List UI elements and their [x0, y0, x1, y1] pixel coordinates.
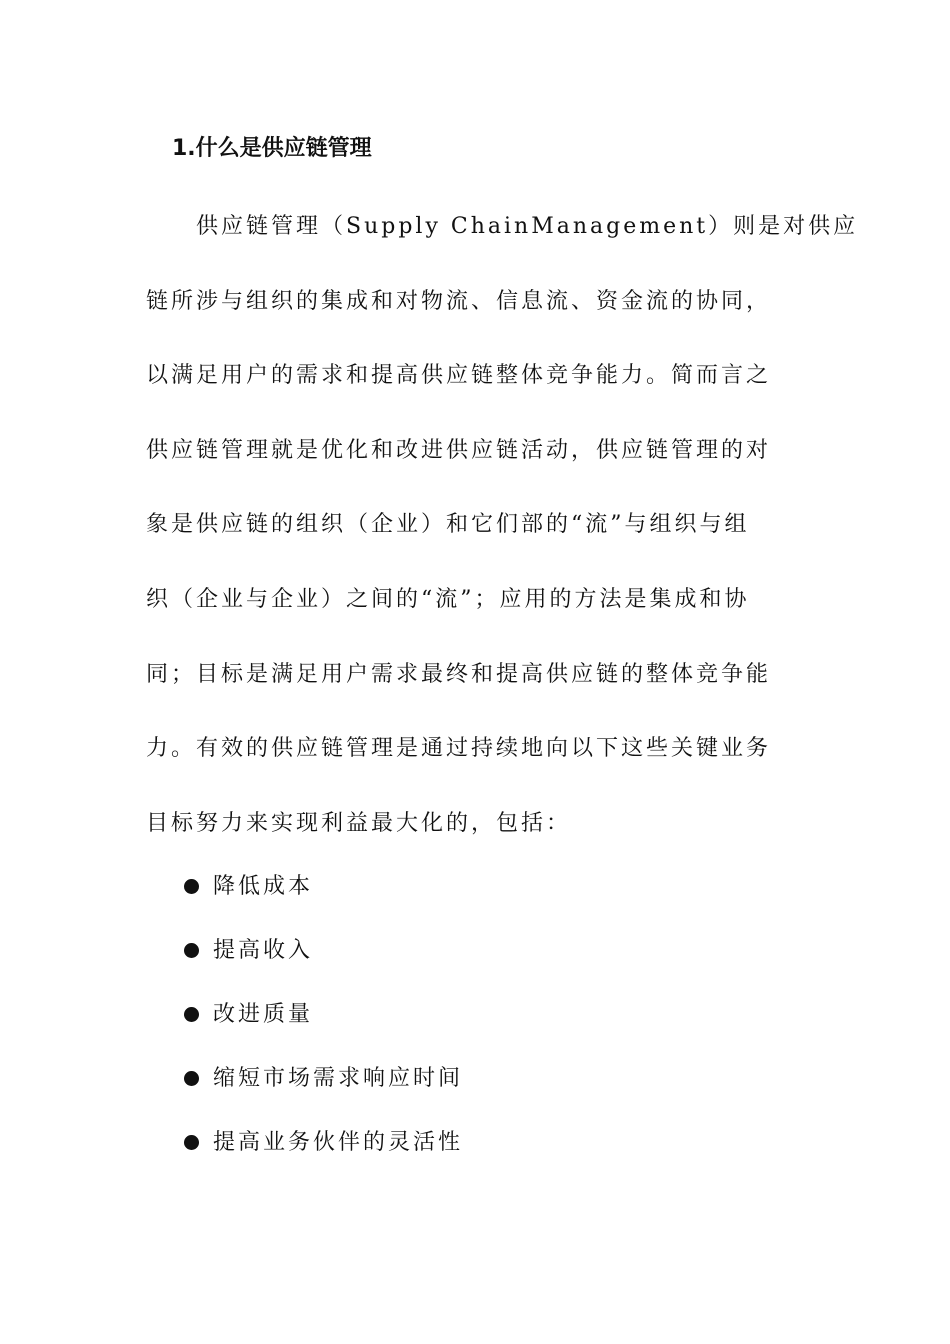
paragraph-line: 以满足用户的需求和提高供应链整体竞争能力。简而言之 — [146, 363, 772, 389]
bullet-icon — [184, 943, 199, 958]
paragraph-line: 织（企业与企业）之间的“流”；应用的方法是集成和协 — [146, 586, 750, 612]
paragraph-line: 同；目标是满足用户需求最终和提高供应链的整体竞争能 — [146, 661, 772, 687]
bullet-icon — [184, 879, 199, 894]
list-item — [184, 868, 463, 932]
bullet-icon — [184, 1135, 199, 1150]
list-item-text: 提高业务伙伴的灵活性 — [213, 1130, 464, 1155]
section-heading: 1.什么是供应链管理 — [172, 136, 372, 161]
paragraph-line: 力。有效的供应链管理是通过持续地向以下这些关键业务 — [146, 736, 772, 762]
paragraph-line: 目标努力来实现利益最大化的，包括： — [146, 810, 572, 836]
list-item — [184, 996, 463, 1060]
list-item-text: 缩短市场需求响应时间 — [213, 1066, 464, 1091]
list-item-text: 改进质量 — [213, 1002, 314, 1027]
paragraph-line: 象是供应链的组织（企业）和它们部的“流”与组织与组 — [146, 512, 750, 538]
body-paragraph — [146, 204, 859, 875]
paragraph-line: 供应链管理就是优化和改进供应链活动，供应链管理的对 — [146, 437, 772, 463]
bullet-icon — [184, 1071, 199, 1086]
bullet-list — [184, 868, 463, 1188]
bullet-icon — [184, 1007, 199, 1022]
list-item-text: 降低成本 — [213, 874, 314, 899]
paragraph-line: 链所涉与组织的集成和对物流、信息流、资金流的协同， — [146, 288, 772, 314]
list-item — [184, 1060, 463, 1124]
list-item — [184, 932, 463, 996]
list-item-text: 提高收入 — [213, 938, 314, 963]
paragraph-line: 供应链管理（Supply ChainManagement）则是对供应 — [196, 214, 859, 239]
list-item — [184, 1124, 463, 1188]
